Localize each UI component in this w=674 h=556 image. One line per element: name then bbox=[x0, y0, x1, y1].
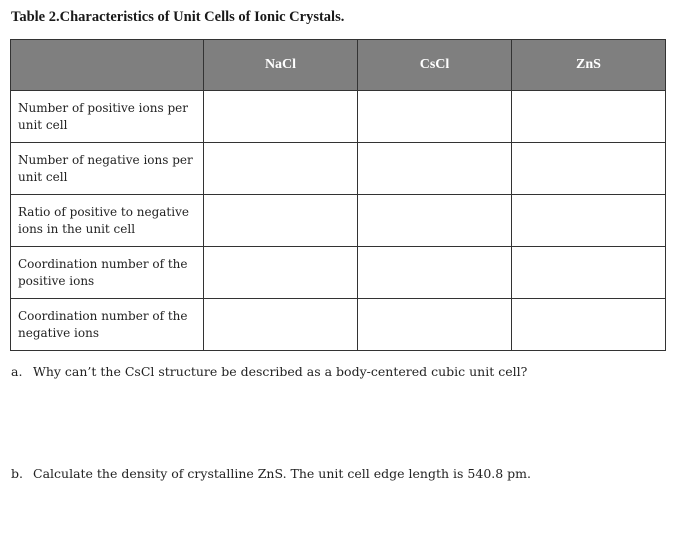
row-label-positive-ions: Number of positive ions per unit cell bbox=[11, 91, 204, 143]
answer-cell-zns[interactable] bbox=[512, 143, 666, 195]
question-a-text: Why can’t the CsCl structure be described as a body-centered cubic unit cell? bbox=[33, 364, 528, 379]
answer-cell-cscl[interactable] bbox=[358, 247, 512, 299]
answer-cell-zns[interactable] bbox=[512, 247, 666, 299]
table-row bbox=[11, 299, 666, 351]
row-label-negative-ions: Number of negative ions per unit cell bbox=[11, 143, 204, 195]
question-b-text: Calculate the density of crystalline ZnS. The unit cell edge length is 540.8 pm. bbox=[33, 466, 532, 481]
table-row bbox=[11, 91, 666, 143]
answer-cell-nacl[interactable] bbox=[204, 299, 358, 351]
row-label-coord-negative: Coordination number of the negative ions bbox=[11, 299, 204, 351]
row-label-coord-positive: Coordination number of the positive ions bbox=[11, 247, 204, 299]
question-b bbox=[11, 466, 531, 481]
header-cell-zns: ZnS bbox=[512, 40, 666, 91]
characteristics-table bbox=[10, 39, 666, 351]
answer-cell-zns[interactable] bbox=[512, 299, 666, 351]
answer-cell-nacl[interactable] bbox=[204, 91, 358, 143]
question-a bbox=[11, 364, 527, 379]
header-cell-nacl: NaCl bbox=[204, 40, 358, 91]
answer-cell-zns[interactable] bbox=[512, 195, 666, 247]
answer-cell-cscl[interactable] bbox=[358, 195, 512, 247]
answer-cell-zns[interactable] bbox=[512, 91, 666, 143]
question-b-letter: b. bbox=[11, 466, 23, 481]
answer-cell-nacl[interactable] bbox=[204, 247, 358, 299]
table-title: Table 2.Characteristics of Unit Cells of Ionic Crystals. bbox=[11, 9, 345, 25]
table-row bbox=[11, 247, 666, 299]
answer-cell-nacl[interactable] bbox=[204, 195, 358, 247]
question-a-letter: a. bbox=[11, 364, 23, 379]
row-label-ratio: Ratio of positive to negative ions in the unit cell bbox=[11, 195, 204, 247]
answer-cell-cscl[interactable] bbox=[358, 91, 512, 143]
table-header-row bbox=[11, 40, 666, 91]
answer-cell-cscl[interactable] bbox=[358, 143, 512, 195]
table-row bbox=[11, 143, 666, 195]
header-cell-blank bbox=[11, 40, 204, 91]
table-row bbox=[11, 195, 666, 247]
answer-cell-cscl[interactable] bbox=[358, 299, 512, 351]
header-cell-cscl: CsCl bbox=[358, 40, 512, 91]
answer-cell-nacl[interactable] bbox=[204, 143, 358, 195]
